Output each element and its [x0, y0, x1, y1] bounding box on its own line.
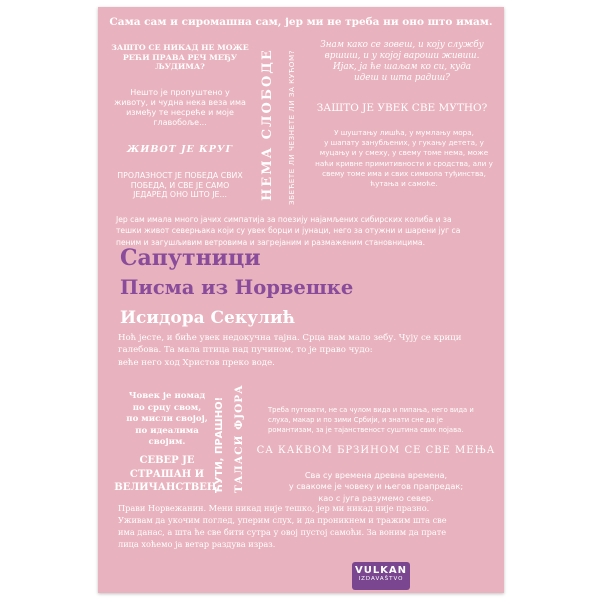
quote-speed: СА КАКВОМ БРЗИНОМ СЕ СВЕ МЕЊА	[256, 445, 496, 456]
quote-life-circle: ЖИВОТ ЈЕ КРУГ	[126, 144, 234, 155]
vertical-fjord-waves: ТАЛАСИ ФЈОРА	[233, 384, 245, 493]
book-title-line2: Писма из Норвешке	[120, 276, 354, 299]
publisher-sub: IZDAVAŠTVO	[358, 576, 404, 582]
quote-travel: Треба путовати, не са чулом вида и пипања, него вида и слуха, макар и по зими Србији, и знати сне да је романтизам, за је тајанственост суштина свих појава.	[268, 406, 474, 435]
quote-nomad: Човек је номад по срцу свом, по мисли својој, по идеалима својим.	[126, 391, 208, 448]
vertical-silent: ЋУТИ, ПРАШНО!	[214, 396, 225, 493]
quote-murky: ЗАШТО ЈЕ УВЕК СВЕ МУТНО?	[316, 102, 488, 114]
quote-north: СЕВЕР ЈЕ СТРАШАН И ВЕЛИЧАНСТВЕН.	[114, 455, 220, 493]
quote-middle: Јер сам имала много јачих симпатија за поезију најамљених сибирских колиба и за тешки живот северњака који су увек борци и јунаци, него за отужни и шарени југ са пеним и загушљивим ветровима и загрејаним и размаженим становницима.	[116, 215, 461, 247]
quote-ancient: Сва су времена древна времена, у свакоме је човеку и његов прапредак; као с југа разумемо север.	[288, 470, 464, 503]
quote-night: Ноћ јесте, и биће увек недокучна тајна. Срца нам мало зебу. Чују се крици галебова. Та мала птица над пучином, то је право чудо: веће него ход Христов преко воде.	[118, 333, 462, 368]
quote-why: ЗАШТО СЕ НИКАД НЕ МОЖЕ РЕЋИ ПРАВА РЕЧ МЕЂУ ЉУДИМА?	[111, 43, 249, 72]
top-quote: Сама сам и сиромашна сам, јер ми не треба ни оно што имам.	[109, 16, 493, 28]
quote-transience: ПРОЛАЗНОСТ ЈЕ ПОБЕДА СВИХ ПОБЕДА, И СВЕ ЈЕ САМО ЈЕДАРЕД ОНО ШТО ЈЕ...	[117, 171, 243, 200]
quote-missed: Нешто је пропуштено у животу, и чудна нека веза има између те несреће и моје главобоље...	[114, 88, 246, 127]
quote-bells: Знам како се зовеш, и коју службу вршиш, и у којој вароши живиш. Ијак, ја ће шаљам ко си, куда идеш и шта радиш?	[320, 40, 484, 83]
vertical-longing: ЗБЕЋЕТЕ ЛИ ЧЕЗНЕТЕ ЛИ ЗА КУЋОМ?	[287, 50, 296, 205]
book-cover	[98, 7, 504, 593]
book-title-line1: Сапутници	[120, 245, 261, 271]
publisher-logo	[352, 562, 410, 590]
vertical-no-freedom: НЕМА СЛОБОДЕ	[260, 48, 275, 201]
author-name: Исидора Секулић	[120, 308, 295, 328]
quote-rustle: У шуштању лишћа, у мумлању мора, у шапату занубљених, у гукању детета, у муцању и у смеху, у свему томе нема, може наћи кривне примитивности и сродства, али у свему томе има и свих символа туђинства, ћутања и самоће.	[315, 128, 493, 189]
publisher-name: VULKAN	[354, 565, 408, 576]
quote-bottom: Прави Норвежанин. Мени никад није тешко, јер ми никад није празно. Уживам да укочим поглед, уперим слух, и да проникнем и тражим шта све има данас, а шта ће све бити сутра у овој пустој самоћи. За воним да прате лица хоћемо ја ветар раздува израз.	[118, 503, 447, 549]
